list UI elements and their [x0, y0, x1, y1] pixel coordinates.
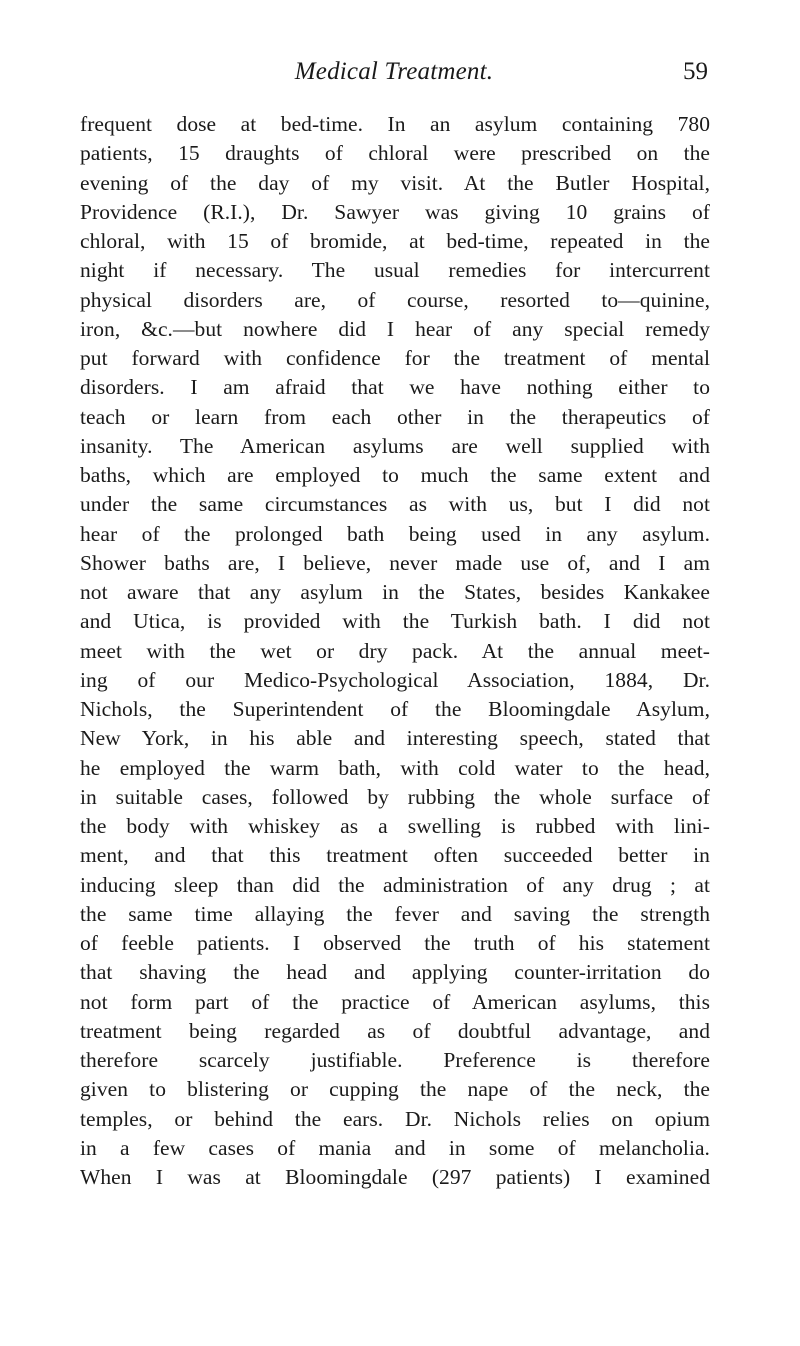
text-line: physical disorders are, of course, resorted to—quinine, [80, 287, 710, 312]
running-title: Medical Treatment. [294, 58, 494, 85]
text-line: inducing sleep than did the administration of any drug ; at [80, 872, 710, 897]
text-line: he employed the warm bath, with cold water to the head, [80, 755, 710, 780]
text-line: Nichols, the Superintendent of the Bloomingdale Asylum, [80, 697, 710, 721]
text-line: patients, 15 draughts of chloral were prescribed on the [80, 141, 710, 166]
text-line: insanity. The American asylums are well supplied with [80, 433, 710, 458]
text-line: in suitable cases, followed by rubbing the whole surface of [80, 784, 710, 809]
text-line: When I was at Bloomingdale (297 patients) I examined [80, 1165, 710, 1189]
text-line: and Utica, is provided with the Turkish bath. I did not [80, 609, 710, 634]
text-line: disorders. I am afraid that we have nothing either to [80, 375, 710, 400]
text-line: Providence (R.I.), Dr. Sawyer was giving 10 grains of [80, 199, 710, 224]
text-line: night if necessary. The usual remedies for intercurrent [80, 258, 710, 283]
text-line: that shaving the head and applying counter-irritation do [80, 960, 710, 985]
text-line: under the same circumstances as with us, but I did not [80, 492, 710, 517]
text-line: New York, in his able and interesting speech, stated that [80, 726, 710, 751]
text-line: given to blistering or cupping the nape of the neck, the [80, 1077, 710, 1102]
text-line: chloral, with 15 of bromide, at bed-time, repeated in the [80, 229, 710, 253]
text-line: in a few cases of mania and in some of melancholia. [80, 1135, 710, 1160]
text-line: the same time allaying the fever and saving the strength [80, 901, 710, 926]
text-line: iron, &c.—but nowhere did I hear of any special remedy [80, 316, 710, 341]
text-line: the body with whiskey as a swelling is rubbed with lini- [80, 814, 710, 838]
running-head [80, 52, 708, 92]
text-line: put forward with confidence for the treatment of mental [80, 346, 710, 370]
text-line: ing of our Medico-Psychological Association, 1884, Dr. [80, 667, 710, 692]
text-line: meet with the wet or dry pack. At the annual meet- [80, 638, 710, 663]
text-line: not aware that any asylum in the States, besides Kankakee [80, 580, 710, 604]
text-line: teach or learn from each other in the therapeutics of [80, 404, 710, 429]
text-line: temples, or behind the ears. Dr. Nichols relies on opium [80, 1106, 710, 1131]
text-line: ment, and that this treatment often succeeded better in [80, 843, 710, 868]
text-line: of feeble patients. I observed the truth of his statement [80, 931, 710, 955]
text-line: evening of the day of my visit. At the Butler Hospital, [80, 170, 710, 195]
page-number: 59 [683, 58, 708, 85]
text-line: not form part of the practice of American asylums, this [80, 989, 710, 1014]
text-line: Shower baths are, I believe, never made use of, and I am [80, 550, 710, 575]
body-text [80, 110, 710, 1192]
text-line: baths, which are employed to much the same extent and [80, 463, 710, 487]
text-line: frequent dose at bed-time. In an asylum containing 780 [80, 112, 710, 136]
text-line: hear of the prolonged bath being used in any asylum. [80, 521, 710, 546]
text-line: therefore scarcely justifiable. Preference is therefore [80, 1048, 710, 1072]
text-line: treatment being regarded as of doubtful advantage, and [80, 1018, 710, 1043]
